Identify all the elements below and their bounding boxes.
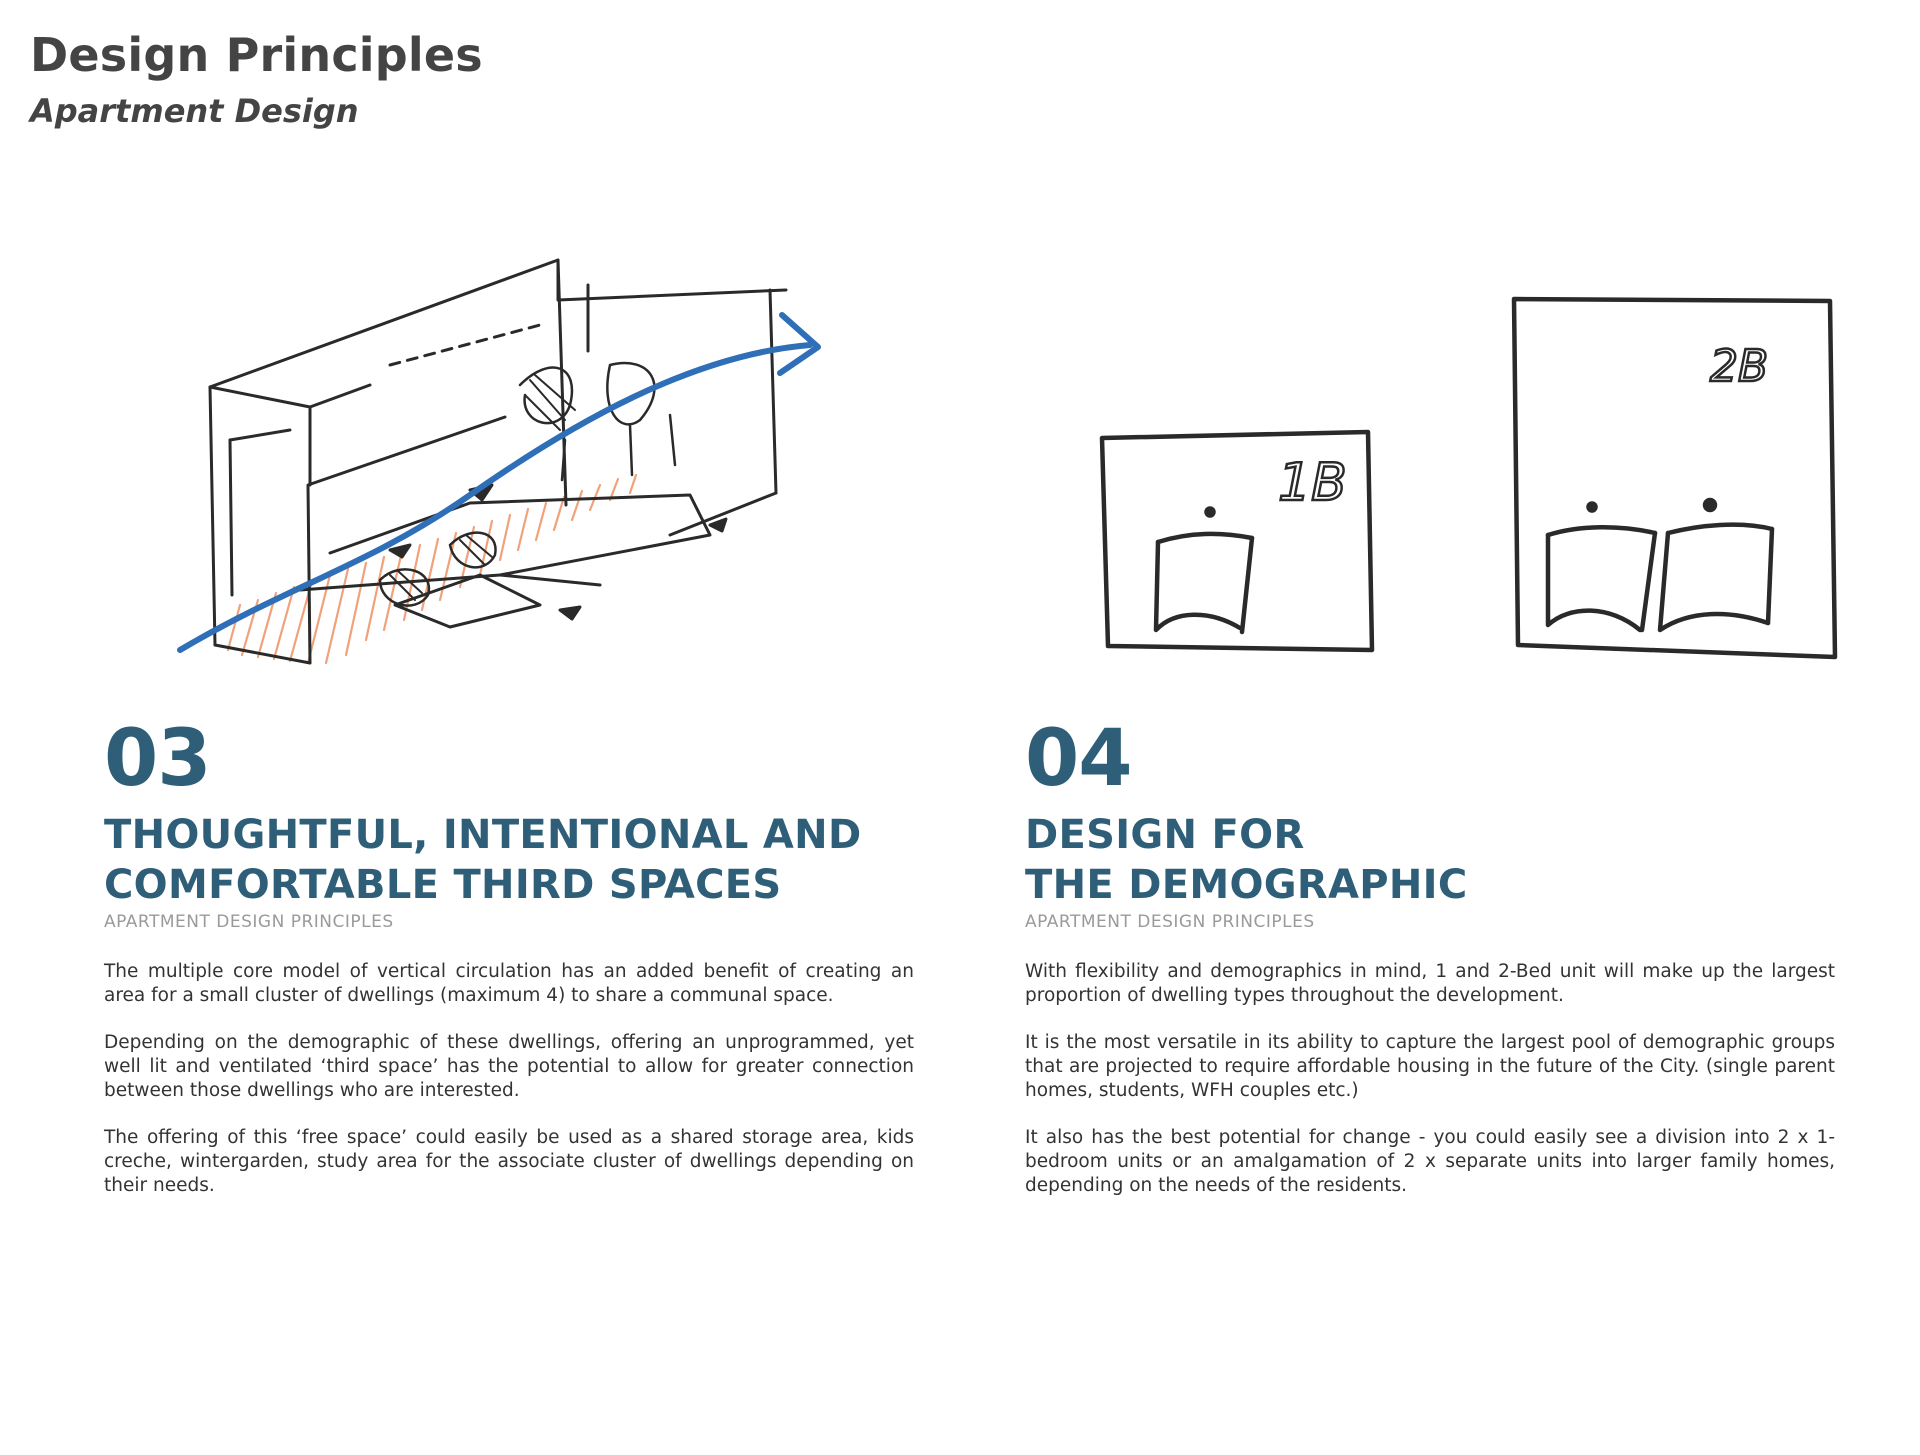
section-body: [104, 960, 914, 1198]
section-heading: [104, 810, 914, 910]
section-heading-line2: THE DEMOGRAPHIC: [1025, 862, 1468, 908]
section-number: 03: [104, 714, 211, 804]
paragraph: It is the most versatile in its ability to capture the largest pool of demographic groups that are projected to require affordable housing in the future of the City. (single parent homes, students, WFH couples etc.): [1025, 1032, 1835, 1101]
paragraph: Depending on the demographic of these dwellings, offering an unprogrammed, yet well lit and ventilated ‘third space’ has the potential to allow for greater connection between those dwellings who are interested.: [104, 1032, 914, 1101]
floor-hatch: [228, 475, 636, 663]
section-04: [1025, 714, 1835, 1221]
section-heading-line2: COMFORTABLE THIRD SPACES: [104, 862, 782, 908]
one-bed-unit-sketch: [1090, 420, 1380, 660]
section-03: [104, 714, 914, 1221]
paragraph: With flexibility and demographics in mind, 1 and 2-Bed unit will make up the largest proportion of dwelling types throughout the development.: [1025, 961, 1835, 1006]
paragraph: The multiple core model of vertical circulation has an added benefit of creating an area for a small cluster of dwellings (maximum 4) to share a communal space.: [104, 961, 914, 1006]
page-title: Design Principles: [30, 28, 483, 82]
section-number: 04: [1025, 714, 1132, 804]
paragraph: The offering of this ‘free space’ could easily be used as a shared storage area, kids creche, wintergarden, study area for the associate cluster of dwellings depending on their needs.: [104, 1127, 914, 1196]
page-subtitle: Apartment Design: [30, 92, 359, 130]
third-space-sketch: [170, 235, 830, 675]
unit-1b-label: 1B: [1278, 453, 1347, 513]
section-heading-line1: THOUGHTFUL, INTENTIONAL AND: [104, 812, 862, 858]
section-heading: [1025, 810, 1835, 910]
paragraph: It also has the best potential for change - you could easily see a division into 2 x 1-bedroom units or an amalgamation of 2 x separate units into larger family homes, depending on the needs of the residents.: [1025, 1127, 1835, 1196]
circulation-arrow: [180, 315, 818, 650]
section-heading-line1: DESIGN FOR: [1025, 812, 1305, 858]
section-tag: APARTMENT DESIGN PRINCIPLES: [104, 912, 394, 932]
section-tag: APARTMENT DESIGN PRINCIPLES: [1025, 912, 1315, 932]
unit-2b-label: 2B: [1710, 341, 1769, 392]
section-body: [1025, 960, 1835, 1198]
two-bed-unit-sketch: [1500, 285, 1845, 665]
